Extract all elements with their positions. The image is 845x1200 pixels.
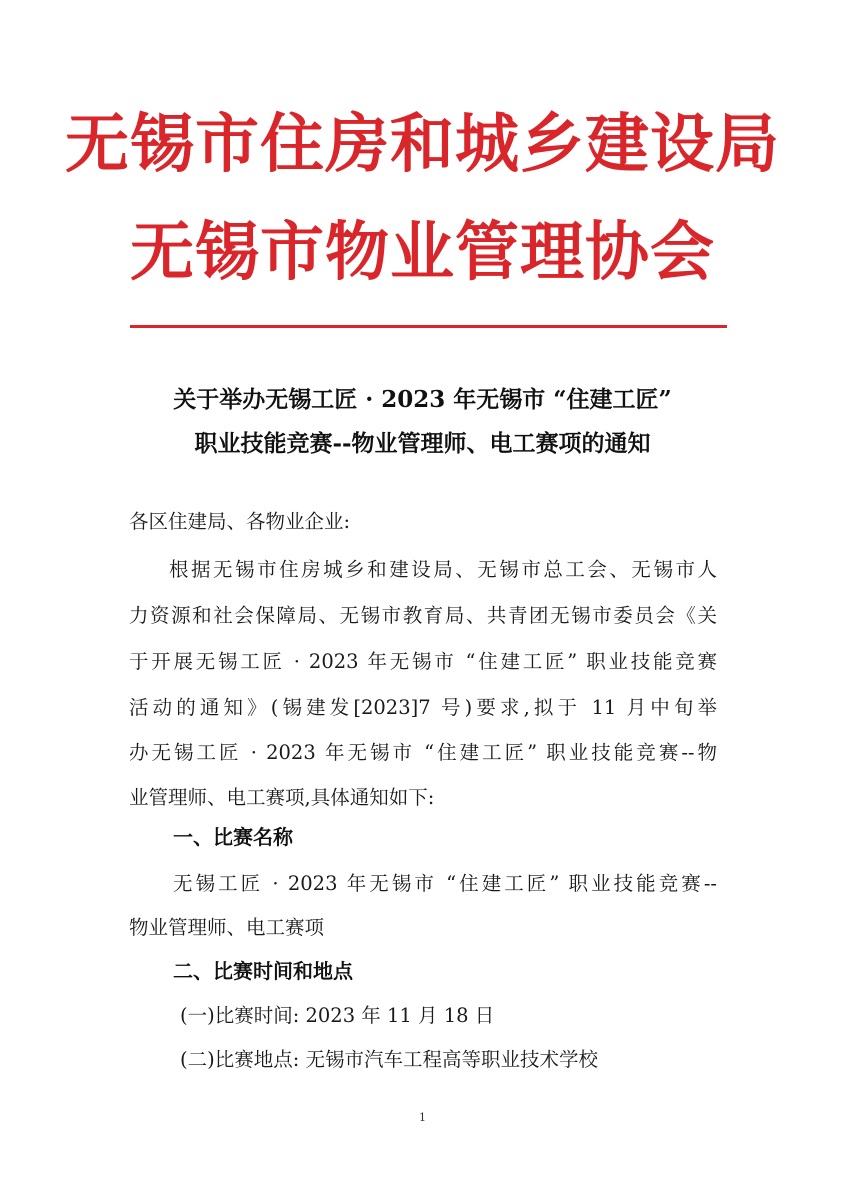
section-1-line: 无锡工匠 · 2023 年无锡市 “住建工匠” 职业技能竞赛-- <box>173 872 717 895</box>
section-heading-time-place: 二、比赛时间和地点 <box>173 959 353 983</box>
paragraph-line: 活动的通知》(锡建发[2023]7 号)要求,拟于 11 月中旬举 <box>129 696 717 719</box>
page-number: 1 <box>419 1111 426 1124</box>
red-header-rule <box>130 325 727 328</box>
competition-time: (一)比赛时间: 2023 年 11 月 18 日 <box>180 1004 495 1027</box>
document-title-line-1: 关于举办无锡工匠 · 2023 年无锡市 “住建工匠” <box>173 386 672 413</box>
document-title-line-2: 职业技能竞赛--物业管理师、电工赛项的通知 <box>194 430 651 457</box>
section-1-line: 物业管理师、电工赛项 <box>129 916 325 939</box>
issuing-authority-2: 无锡市物业管理协会 <box>130 215 715 290</box>
paragraph-line: 办无锡工匠 · 2023 年无锡市 “住建工匠” 职业技能竞赛--物 <box>129 741 717 764</box>
competition-place: (二)比赛地点: 无锡市汽车工程高等职业技术学校 <box>180 1048 598 1071</box>
paragraph-line: 力资源和社会保障局、无锡市教育局、共青团无锡市委员会《关 <box>129 604 717 627</box>
paragraph-line: 根据无锡市住房城乡和建设局、无锡市总工会、无锡市人 <box>169 558 717 581</box>
paragraph-line: 于开展无锡工匠 · 2023 年无锡市 “住建工匠” 职业技能竞赛 <box>129 650 717 673</box>
issuing-authority-1: 无锡市住房和城乡建设局 <box>65 107 780 182</box>
paragraph-line: 业管理师、电工赛项,具体通知如下: <box>129 786 435 809</box>
salutation: 各区住建局、各物业企业: <box>129 510 351 533</box>
section-heading-competition-name: 一、比赛名称 <box>173 825 293 849</box>
